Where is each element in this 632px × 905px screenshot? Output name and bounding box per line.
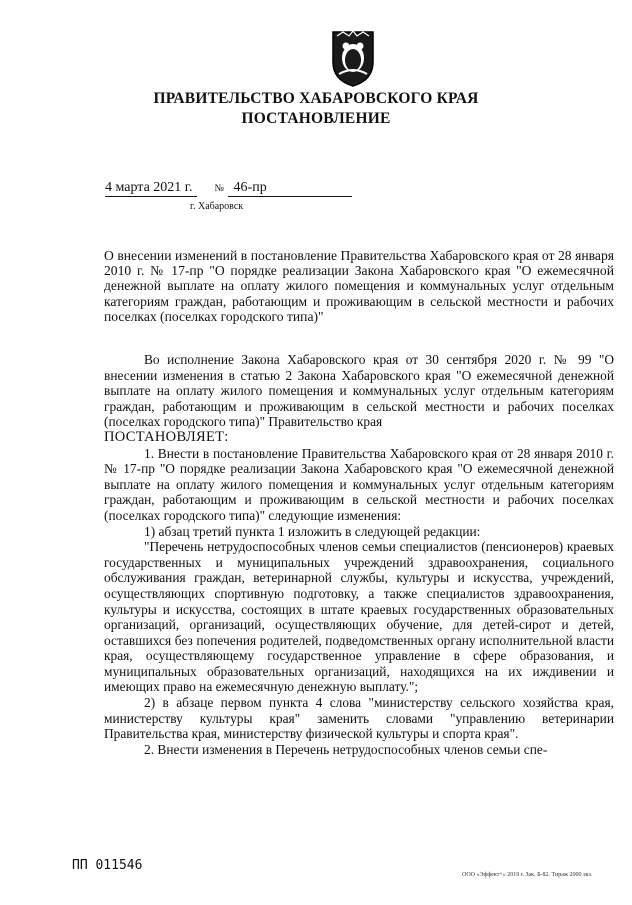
number-sign: № [214,183,225,194]
document-type: ПОСТАНОВЛЕНИЕ [241,110,391,127]
date-number-line [105,180,352,197]
paragraph-1-2: 2) в абзаце первом пункта 4 слова "министерству сельского хозяйства края, министерству культуры края" заменить словами "управлению ветеринарии Правительства края, министерству физической культуры и спорта края". [104,695,614,742]
printer-imprint: ООО «Эффект+» 2019 г. Зак. Б-82. Тираж 2000 экз. [462,872,593,878]
serial-number: ПП 011546 [72,858,143,873]
quoted-text: "Перечень нетрудоспособных членов семьи специалистов (пенсионеров) краевых государственных и муниципальных учреждений здравоохранения, социального обслуживания граждан, ветеринарной службы, культуры и искусства, учреждений, осуществляющих спортивную подготовку, а также специалистов здравоохранения, культуры и искусства, состоящих в штате краевых государственных образовательных организаций, организаций, осуществляющих обучение, для детей-сирот и детей, оставшихся без попечения родителей, подведомственных органу исполнительной власти края, осуществляющему государственное управление в сфере образования, и муниципальных образовательных организаций, находящихся на их иждивении и имеющих право на ежемесячную денежную выплату."; [104,539,614,695]
paragraph-2: 2. Внести изменения в Перечень нетрудоспособных членов семьи спе- [144,741,548,757]
coat-of-arms-icon [327,28,379,88]
document-date: 4 марта 2021 г. [105,180,197,197]
intro-paragraph: Во исполнение Закона Хабаровского края от 30 сентября 2020 г. № 99 "О внесении изменения в статью 2 Закона Хабаровского края "О ежемесячной денежной выплате на оплату жилого помещения и коммунальных услуг отдельным категориям граждан, работающим и проживающим в сельской местности и рабочих поселках (поселках городского типа)" Правительство края [104,352,614,430]
document-number: 46-пр [228,180,352,197]
paragraph-1-1: 1) абзац третий пункта 1 изложить в следующей редакции: [144,523,481,539]
decree-word: ПОСТАНОВЛЯЕТ: [104,428,229,445]
paragraph-1: 1. Внести в постановление Правительства Хабаровского края от 28 января 2010 г. № 17-пр "О порядке реализации Закона Хабаровского края "О ежемесячной денежной выплате на оплату жилого помещения и коммунальных услуг отдельным категориям граждан, работающим и проживающим в сельской местности и рабочих поселках (поселках городского типа)" следующие изменения: [104,445,614,523]
government-title: ПРАВИТЕЛЬСТВО ХАБАРОВСКОГО КРАЯ [153,90,479,107]
document-body [104,352,614,757]
document-subject: О внесении изменений в постановление Правительства Хабаровского края от 28 января 2010 г. № 17-пр "О порядке реализации Закона Хабаровского края "О ежемесячной денежной выплате на оплату жилого помещения и коммунальных услуг отдельным категориям граждан, работающим и проживающим в сельской местности и рабочих поселках (поселках городского типа)" [104,248,614,324]
city-label: г. Хабаровск [190,201,244,212]
